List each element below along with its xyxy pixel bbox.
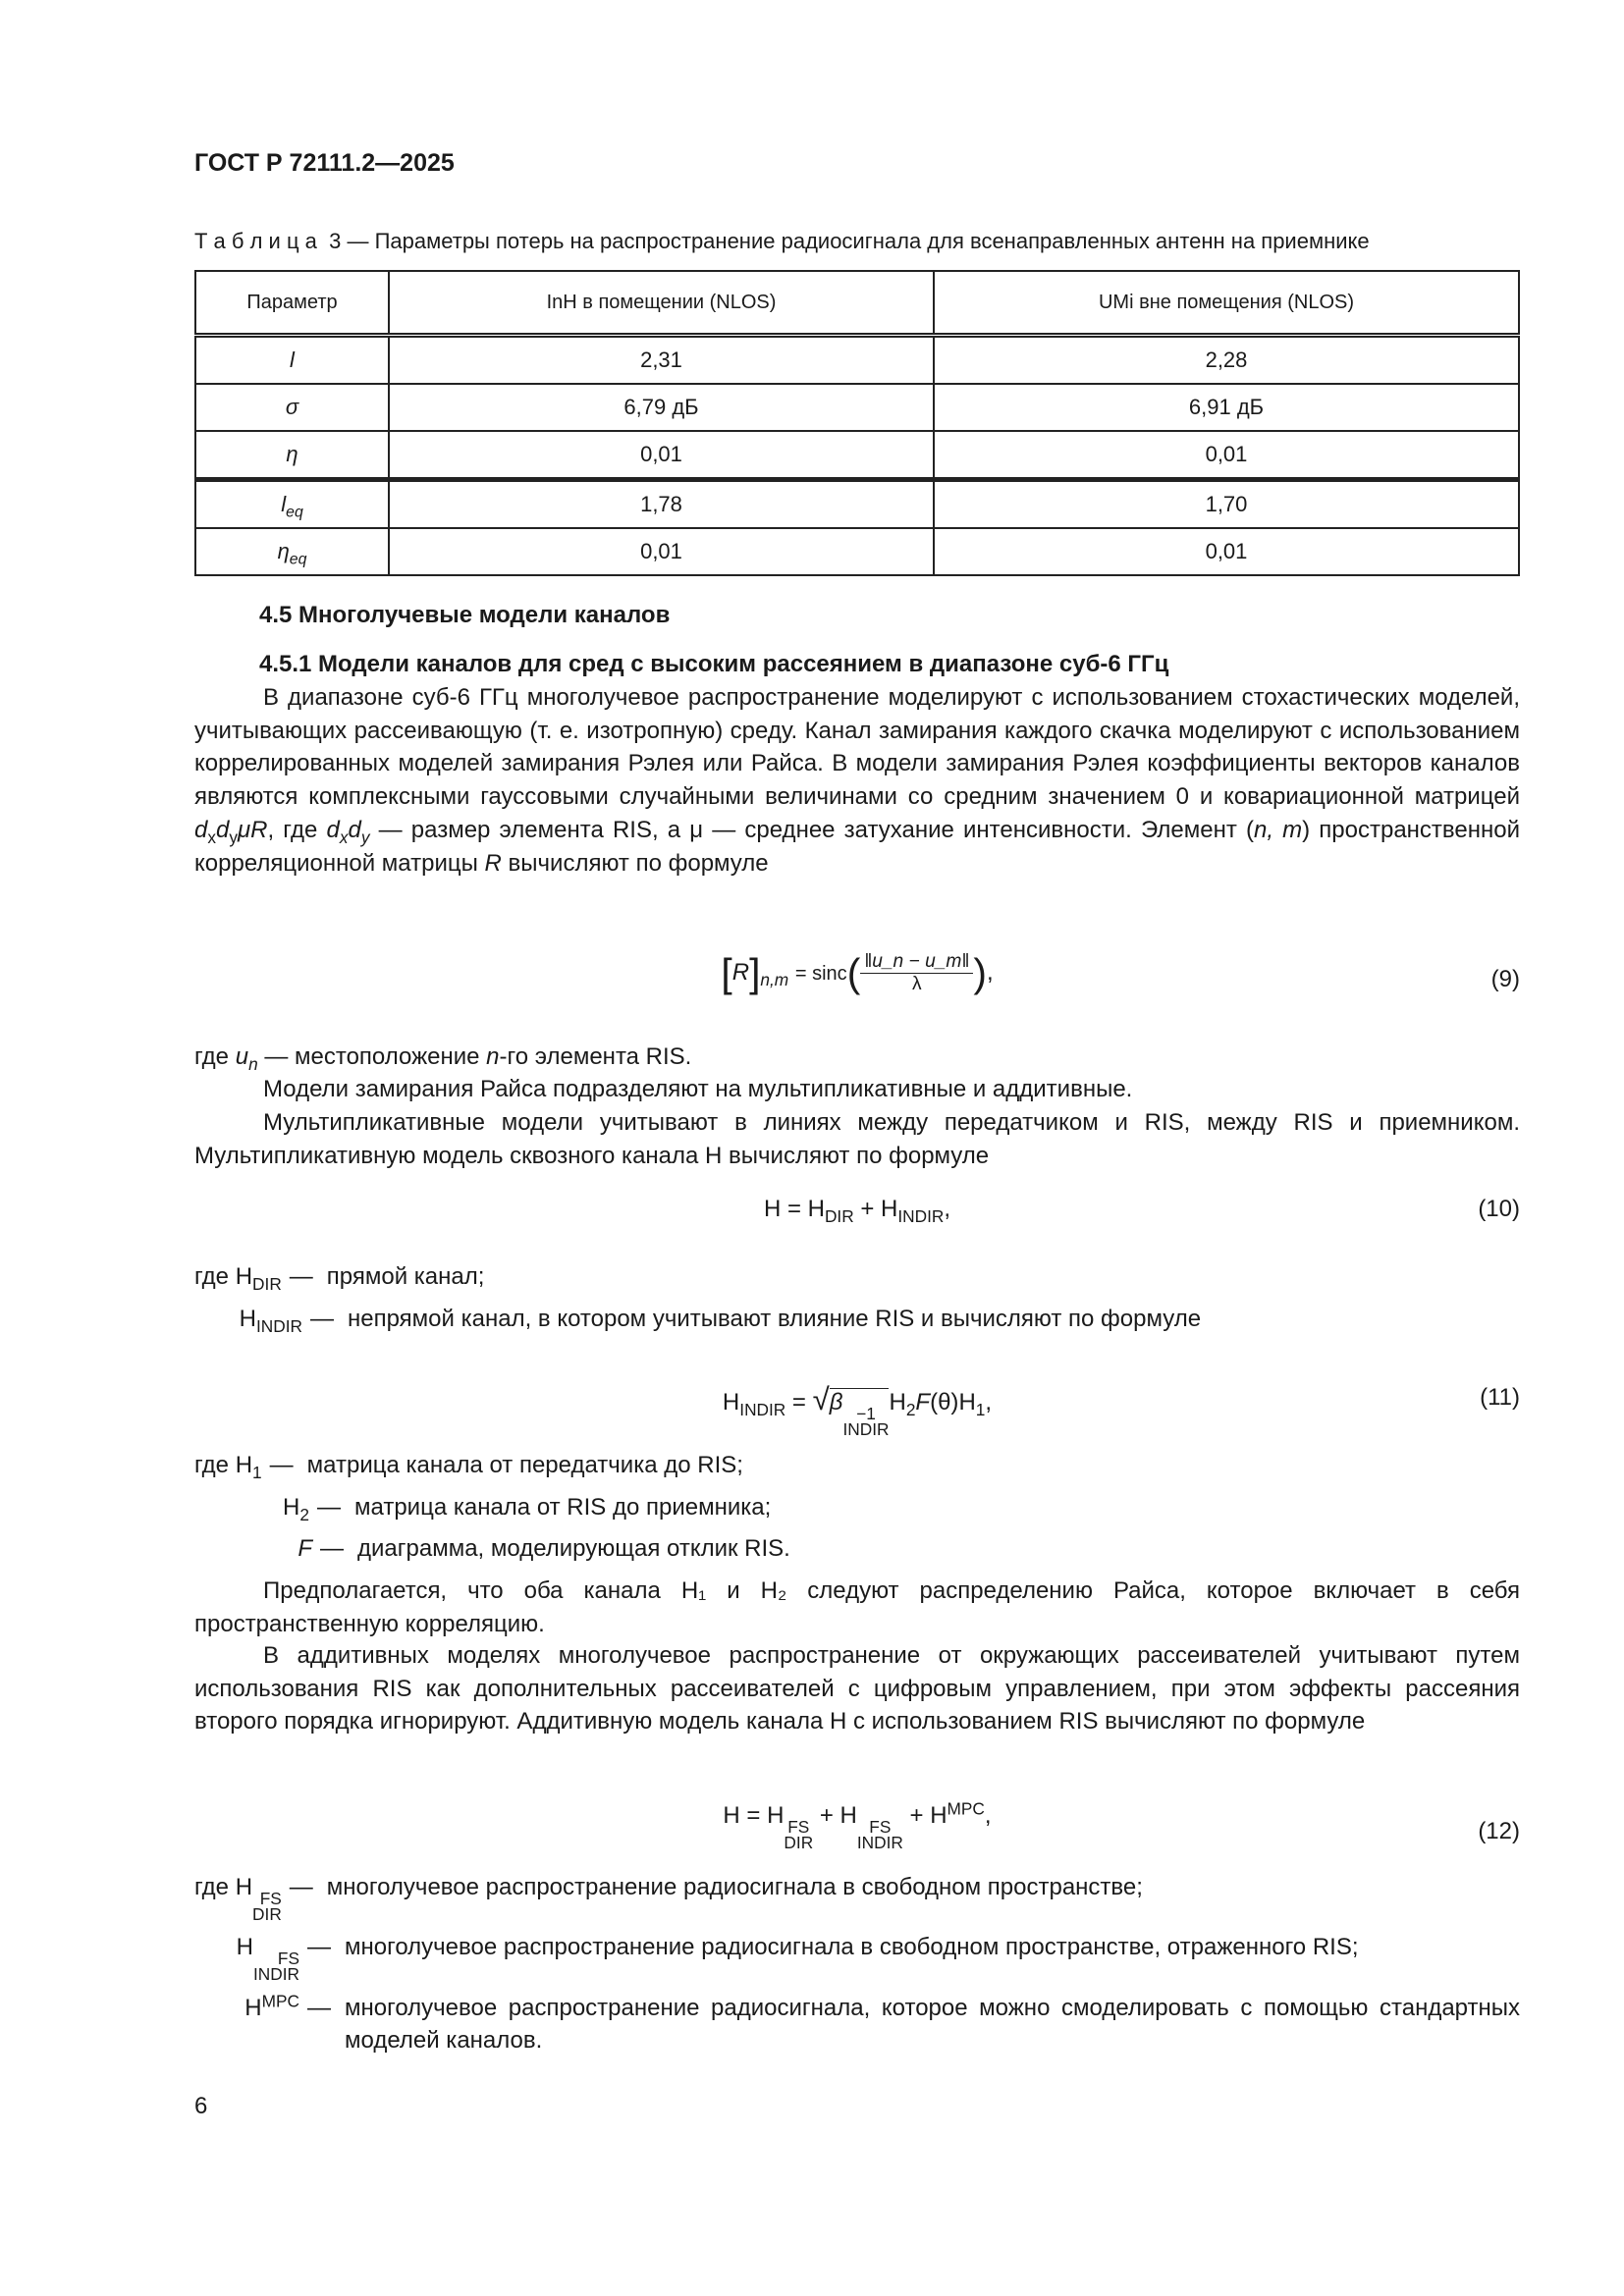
definition-symbol: где $H_{DIR}$	[194, 1263, 282, 1295]
table-row	[195, 336, 1519, 385]
table-caption-label: Т а б л и ц а 3	[194, 229, 342, 253]
table-row	[195, 528, 1519, 575]
definition-text: диаграмма, моделирующая отклик RIS.	[357, 1535, 790, 1563]
paragraph-rice-assumption: Предполагается, что оба канала H₁ и H₂ следуют распределению Райса, которое включает в себя пространственную корреляцию.	[194, 1577, 1520, 1637]
equation-number: (10)	[1478, 1196, 1520, 1222]
definitions-eq11	[194, 1449, 1520, 1575]
definition-text: прямой канал;	[326, 1263, 485, 1290]
table-row	[195, 480, 1519, 529]
equation-9: $[R]_{n,m} = \sin c$( $\frac{‖u\_n - u\_m‖}{\lambda}$ ),	[721, 950, 994, 995]
definition-symbol: где H FS DIR	[194, 1874, 282, 1924]
definition-item: $H_{INDIR}$ — непрямой канал, в котором учитывают влияние RIS и вычисляют по формуле	[194, 1303, 1520, 1336]
table-caption	[194, 229, 1530, 254]
equation-12: H = H FS DIR + H FS INDIR + $H^{MPC}$,	[723, 1798, 992, 1852]
value-cell: 0,01	[934, 431, 1519, 480]
definition-symbol: $H_{INDIR}$	[239, 1305, 302, 1336]
definition-text: многолучевое распространение радиосигнала, которое можно смоделировать с помощью стандартных моделей каналов.	[345, 1994, 1520, 2055]
value-cell: 0,01	[389, 528, 934, 575]
definition-text: многолучевое распространение радиосигнала в свободном пространстве, отраженного RIS;	[345, 1934, 1359, 1961]
table-caption-text: — Параметры потерь на распространение радиосигнала для всенаправленных антенн на приемнике	[341, 229, 1370, 253]
definition-item: H FS INDIR — многолучевое распространение радиосигнала в свободном пространстве, отраженного RIS;	[194, 1931, 1520, 1982]
equation-number: (9)	[1490, 966, 1520, 992]
table-row	[195, 431, 1519, 480]
definition-symbol: F	[298, 1535, 312, 1563]
equation-11: $H_{INDIR} = √\beta$ −1 INDIR $H_2F(\theta)H_1$,	[722, 1382, 993, 1439]
definition-item: где $H_{DIR}$ — прямой канал;	[194, 1260, 1520, 1294]
definition-text: непрямой канал, в котором учитывают влияние RIS и вычисляют по формуле	[348, 1305, 1202, 1332]
value-cell: 6,79 дБ	[389, 384, 934, 431]
section-heading-4-5-1: 4.5.1 Модели каналов для сред с высоким рассеянием в диапазоне суб-6 ГГц	[259, 651, 1169, 677]
value-cell: 0,01	[934, 528, 1519, 575]
definition-symbol: где $H_1$	[194, 1452, 262, 1483]
param-cell: σ	[195, 384, 389, 431]
paragraph-rayleigh: В диапазоне суб-6 ГГц многолучевое распространение моделируют с использованием стохастических моделей, учитывающих рассеивающую (т. е. изотропную) среду. Канал замирания каждого скачка моделируют с использованием коррелированных моделей замирания Рэлея или Райса. В модели замирания Рэлея коэффициенты векторов каналов являются комплексными гауссовыми случайными величинами со средним значением 0 и ковариационной матрицей $d_xd_y\mu R$, где $d_xd_y$ — размер элемента RIS, а μ — среднее затухание интенсивности. Элемент (n, m) пространственной корреляционной матрицы R вычисляют по формуле	[194, 684, 1520, 877]
definition-item: $H_2$ — матрица канала от RIS до приемника;	[194, 1491, 1520, 1524]
parameters-table	[194, 270, 1520, 576]
value-cell: 6,91 дБ	[934, 384, 1519, 431]
definition-item: где $H_1$ — матрица канала от передатчика до RIS;	[194, 1449, 1520, 1482]
value-cell: 1,70	[934, 480, 1519, 529]
column-header: Параметр	[195, 271, 389, 336]
param-cell: η	[195, 431, 389, 480]
definition-symbol: H FS INDIR	[236, 1934, 299, 1985]
definitions-eq10	[194, 1260, 1520, 1344]
paragraph-additive: В аддитивных моделях многолучевое распространение от окружающих рассеивателей учитывают путем использования RIS как дополнительных рассеивателей с цифровым управлением, при этом эффекты рассеяния второго порядка игнорируют. Аддитивную модель канала H с использованием RIS вычисляют по формуле	[194, 1642, 1520, 1735]
value-cell: 2,28	[934, 336, 1519, 385]
column-header: InH в помещении (NLOS)	[389, 271, 934, 336]
value-cell: 1,78	[389, 480, 934, 529]
paragraph-rice: Модели замирания Райса подразделяют на мультипликативные и аддитивные.	[263, 1076, 1133, 1102]
definition-text: матрица канала от передатчика до RIS;	[306, 1452, 743, 1478]
table-row	[195, 384, 1519, 431]
definition-symbol: $H_2$	[283, 1493, 309, 1524]
equation-number: (11)	[1480, 1384, 1520, 1411]
definitions-eq12	[194, 1871, 1520, 2066]
param-cell: l	[195, 336, 389, 385]
value-cell: 0,01	[389, 431, 934, 480]
equation-10: $H = H_{DIR} + H_{INDIR}$,	[763, 1196, 951, 1227]
page-number: 6	[194, 2093, 208, 2119]
equation-number: (12)	[1478, 1818, 1520, 1844]
definition-item: где H FS DIR — многолучевое распространение радиосигнала в свободном пространстве;	[194, 1871, 1520, 1922]
param-cell: $l_{eq}$	[195, 480, 389, 529]
definition-un: где $u_n$ — местоположение n-го элемента RIS.	[194, 1043, 692, 1075]
value-cell: 2,31	[389, 336, 934, 385]
param-cell: $\eta_{eq}$	[195, 528, 389, 575]
section-heading-4-5: 4.5 Многолучевые модели каналов	[259, 602, 671, 628]
definition-item: $H^{MPC}$ — многолучевое распространение радиосигнала, которое можно смоделировать с помощью стандартных моделей каналов.	[194, 1992, 1520, 2057]
table-header-row	[195, 271, 1519, 336]
definition-text: многолучевое распространение радиосигнала в свободном пространстве;	[326, 1874, 1143, 1900]
paragraph-multiplicative: Мультипликативные модели учитывают в линиях между передатчиком и RIS, между RIS и приемником. Мультипликативную модель сквозного канала H вычисляют по формуле	[194, 1109, 1520, 1169]
definition-text: матрица канала от RIS до приемника;	[354, 1493, 772, 1521]
definition-item: F — диаграмма, моделирующая отклик RIS.	[194, 1532, 1520, 1566]
column-header: UMi вне помещения (NLOS)	[934, 271, 1519, 336]
definition-symbol: $H^{MPC}$	[244, 1991, 299, 2021]
document-header: ГОСТ Р 72111.2—2025	[194, 149, 455, 177]
